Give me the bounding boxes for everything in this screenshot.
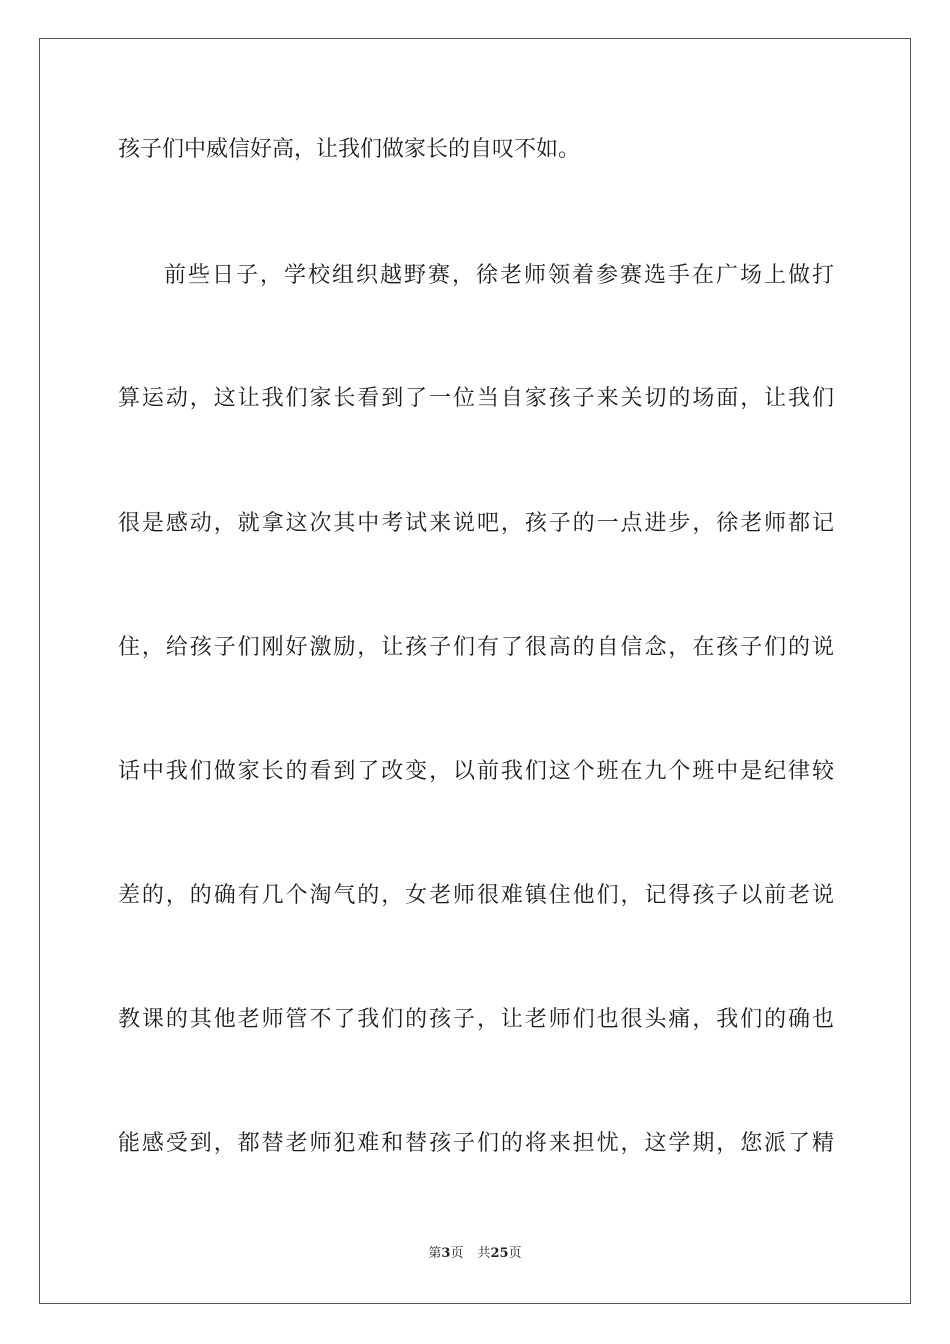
total-suffix: 页 — [508, 1246, 522, 1261]
paragraph-line-1: 孩子们中威信好高，让我们做家长的自叹不如。 — [118, 137, 581, 162]
total-prefix: 共 — [477, 1246, 491, 1261]
page-number: 3 — [441, 1246, 451, 1261]
paragraph-line-4: 很是感动，就拿这次其中考试来说吧，孩子的一点进步，徐老师都记 — [118, 511, 834, 536]
paragraph-line-6: 话中我们做家长的看到了改变，以前我们这个班在九个班中是纪律较 — [118, 759, 834, 784]
total-pages: 25 — [490, 1246, 509, 1261]
page-prefix: 第 — [428, 1246, 442, 1261]
page-suffix: 页 — [450, 1246, 464, 1261]
page-border — [39, 38, 911, 1304]
paragraph-line-3: 算运动，这让我们家长看到了一位当自家孩子来关切的场面，让我们 — [118, 386, 834, 411]
page-footer — [0, 1245, 950, 1263]
paragraph-line-5: 住，给孩子们刚好激励，让孩子们有了很高的自信念，在孩子们的说 — [118, 635, 834, 660]
paragraph-line-8: 教课的其他老师管不了我们的孩子，让老师们也很头痛，我们的确也 — [118, 1007, 834, 1032]
paragraph-line-7: 差的，的确有几个淘气的，女老师很难镇住他们，记得孩子以前老说 — [118, 883, 834, 908]
paragraph-line-2: 前些日子，学校组织越野赛，徐老师领着参赛选手在广场上做打 — [164, 263, 834, 288]
paragraph-line-9: 能感受到，都替老师犯难和替孩子们的将来担忧，这学期，您派了精 — [118, 1131, 834, 1156]
